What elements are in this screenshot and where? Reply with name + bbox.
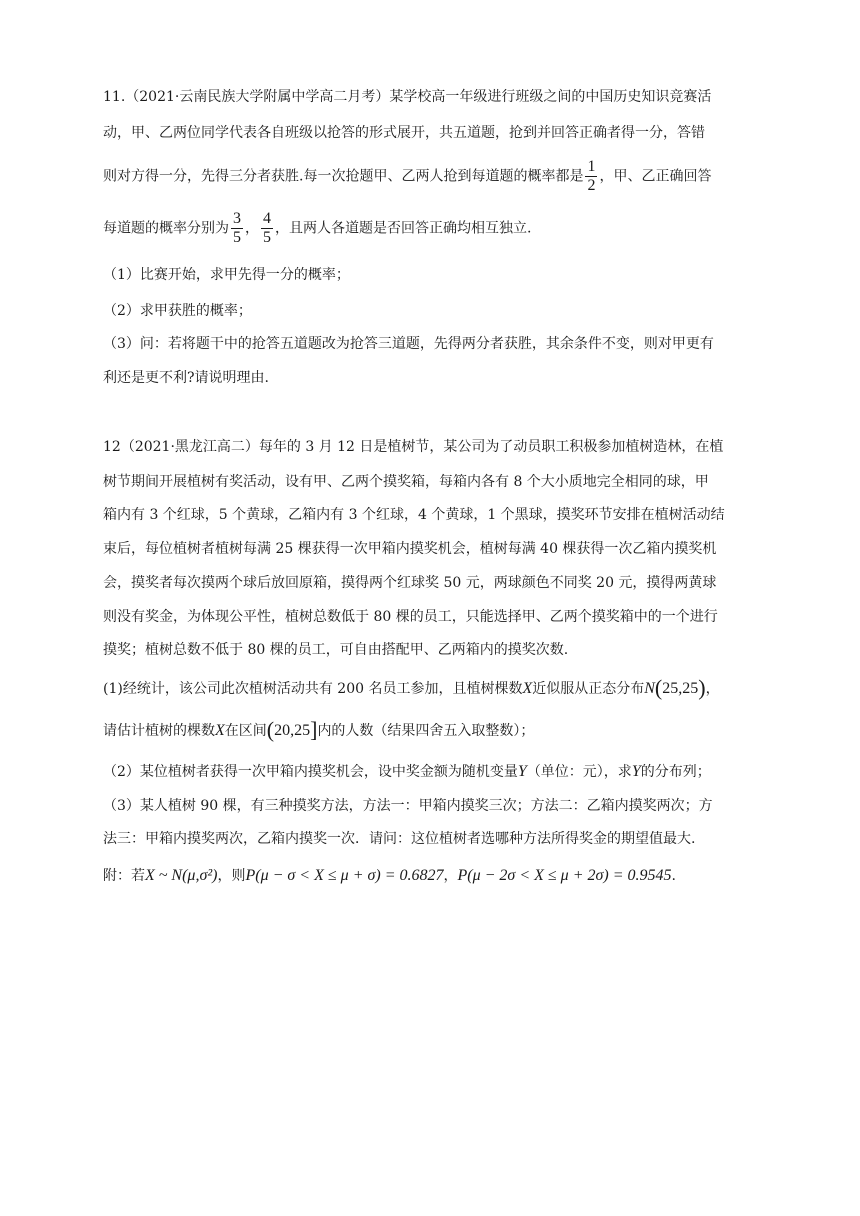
fraction-four-fifths <box>261 210 273 247</box>
appendix-mid: ，则 <box>217 868 246 884</box>
q11-line-3-tail: ，甲、乙正确回答 <box>599 168 712 185</box>
q12-sub-2-tail: 的分布列； <box>640 764 711 780</box>
fraction-numerator: 4 <box>263 210 271 227</box>
variable-x: X <box>522 680 533 697</box>
q12-sub-1 <box>103 675 720 700</box>
q12-sub-1b-mid: 在区间 <box>224 723 267 739</box>
separator: ， <box>245 220 259 237</box>
variable-y: Y <box>517 763 527 780</box>
fraction-one-half <box>585 158 597 195</box>
q12-sub-1-mid: 近似服从正态分布 <box>532 681 645 697</box>
paren-open: ( <box>654 675 663 700</box>
paren-close: ) <box>698 675 706 700</box>
q11-part-1: （1）比赛开始，求甲先得一分的概率； <box>103 267 350 283</box>
probability-formula-2: P(μ − 2σ < X ≤ μ + 2σ) = 0.9545 <box>457 867 672 884</box>
q12-sub-2 <box>103 762 711 782</box>
q11-line-2: 动，甲、乙两位同学代表各自班级以抢答的形式展开，共五道题，抢到并回答正确者得一分，答错 <box>103 125 705 141</box>
variable-y: Y <box>631 763 641 780</box>
q11-line-1: 11.（2021·云南民族大学附属中学高二月考）某学校高一年级进行班级之间的中国历史知识竞赛活 <box>103 89 712 105</box>
q12-sub-2-mid: （单位：元），求 <box>526 764 632 780</box>
fraction-denominator: 5 <box>233 229 241 246</box>
fraction-numerator: 3 <box>233 210 241 227</box>
q11-part-3a: （3）问：若将题干中的抢答五道题改为抢答三道题，先得两分者获胜，其余条件不变，则对甲更有 <box>103 336 714 352</box>
q11-line-4-text: 每道题的概率分别为 <box>103 220 229 237</box>
separator: ， <box>443 868 458 884</box>
q12-sub-3a: （3）某人植树 90 棵，有三种摸奖方法，方法一：甲箱内摸奖三次；方法二：乙箱内摸奖两次；方 <box>103 798 713 814</box>
bracket-open: ( <box>266 717 275 742</box>
q12-line-5: 会，摸奖者每次摸两个球后放回原箱，摸得两个红球奖 50 元，两球颜色不同奖 20 元，摸得两黄球 <box>103 575 717 591</box>
q12-sub-1b-text: 请估计植树的棵数 <box>103 723 215 739</box>
bracket-close: ] <box>310 717 318 742</box>
normal-dist-params: 25,25 <box>662 680 699 697</box>
fraction-numerator: 1 <box>587 158 596 175</box>
q11-line-4-tail: ，且两人各道题是否回答正确均相互独立. <box>275 220 532 237</box>
q12-line-3: 箱内有 3 个红球，5 个黄球，乙箱内有 3 个红球，4 个黄球，1 个黑球，摸奖环节安排在植树活动结 <box>103 507 725 523</box>
q12-line-7: 摸奖；植树总数不低于 80 棵的员工，可自由搭配甲、乙两箱内的摸奖次数. <box>103 642 569 658</box>
q12-appendix <box>103 866 676 886</box>
q12-sub-2-text: （2）某位植树者获得一次甲箱内摸奖机会，设中奖金额为随机变量 <box>103 764 518 780</box>
q11-line-3 <box>103 158 711 195</box>
probability-formula-1: P(μ − σ < X ≤ μ + σ) = 0.6827 <box>245 867 444 884</box>
appendix-end: . <box>671 868 676 884</box>
appendix-label: 附：若 <box>103 868 145 884</box>
q12-sub-3b: 法三：甲箱内摸奖两次，乙箱内摸奖一次．请问：这位植树者选哪种方法所得奖金的期望值最大. <box>103 831 696 847</box>
q12-line-1: 12（2021·黑龙江高二）每年的 3 月 12 日是植树节，某公司为了动员职工积极参加植树造林，在植 <box>103 439 724 455</box>
q11-part-3b: 利还是更不利?请说明理由. <box>103 370 269 386</box>
q12-sub-1-end: ， <box>705 681 720 697</box>
q12-sub-1b <box>103 717 535 742</box>
distribution-formula: X ~ N(μ,σ²) <box>145 867 218 884</box>
q12-line-2: 树节期间开展植树有奖活动，设有甲、乙两个摸奖箱，每箱内各有 8 个大小质地完全相同的球，甲 <box>103 474 709 490</box>
q11-line-3-text: 则对方得一分，先得三分者获胜.每一次抢题甲、乙两人抢到每道题的概率都是 <box>103 168 584 185</box>
interval-values: 20,25 <box>274 722 311 739</box>
q12-line-6: 则没有奖金，为体现公平性，植树总数低于 80 棵的员工，只能选择甲、乙两个摸奖箱中的一个进行 <box>103 609 718 625</box>
normal-dist-symbol: N <box>644 680 655 697</box>
q11-line-4 <box>103 210 531 247</box>
q12-sub-1b-tail: 内的人数（结果四舍五入取整数）； <box>317 723 535 739</box>
fraction-denominator: 2 <box>587 177 596 194</box>
q11-part-2: （2）求甲获胜的概率； <box>103 303 252 319</box>
fraction-denominator: 5 <box>263 229 271 246</box>
variable-x: X <box>215 722 225 739</box>
q12-line-4: 束后，每位植树者植树每满 25 棵获得一次甲箱内摸奖机会，植树每满 40 棵获得一次乙箱内摸奖机 <box>103 541 717 557</box>
q12-sub-1-text: (1)经统计，该公司此次植树活动共有 200 名员工参加，且植树棵数 <box>103 681 523 697</box>
fraction-three-fifths <box>231 210 243 247</box>
